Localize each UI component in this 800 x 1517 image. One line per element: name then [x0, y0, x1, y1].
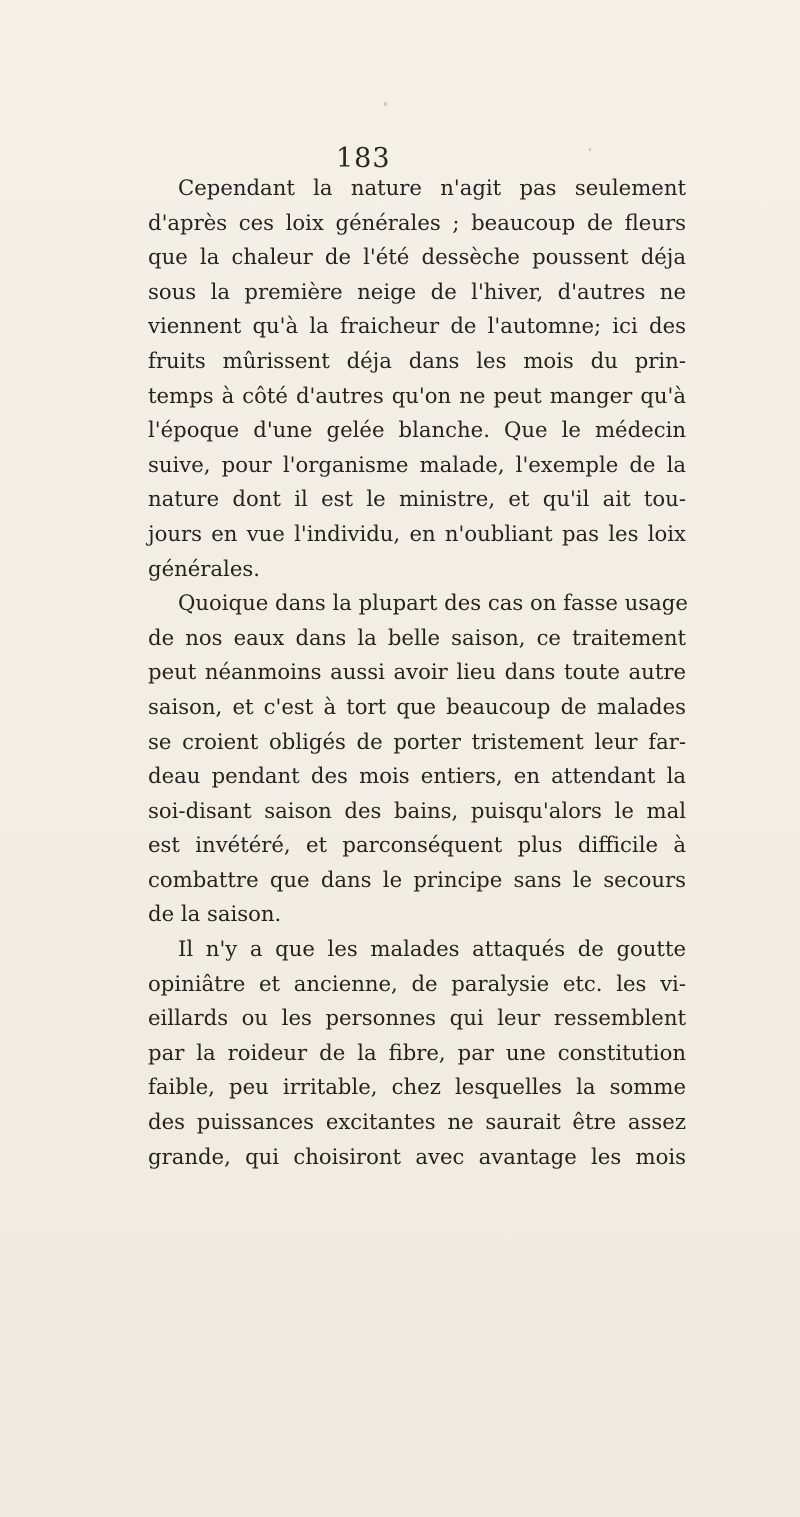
- text-line: par la roideur de la fibre, par une constitution: [148, 1039, 686, 1065]
- text-line: nature dont il est le ministre, et qu'il ait tou-: [148, 486, 686, 512]
- text-line: générales.: [148, 555, 260, 581]
- text-line: opiniâtre et ancienne, de paralysie etc. les vi-: [148, 970, 686, 996]
- body-text: [148, 171, 686, 1174]
- text-line: eillards ou les personnes qui leur ressemblent: [148, 1005, 686, 1031]
- text-line: faible, peu irritable, chez lesquelles la somme: [148, 1074, 686, 1100]
- text-line: suive, pour l'organisme malade, l'exemple de la: [148, 451, 686, 477]
- text-line: l'époque d'une gelée blanche. Que le médecin: [148, 417, 686, 443]
- text-line: viennent qu'à la fraicheur de l'automne; ici des: [148, 313, 686, 339]
- text-line: peut néanmoins aussi avoir lieu dans toute autre: [148, 659, 686, 685]
- paragraph-2: [148, 586, 686, 932]
- text-line: jours en vue l'individu, en n'oubliant pas les loix: [148, 520, 686, 546]
- text-line: grande, qui choisiront avec avantage les mois: [148, 1143, 686, 1169]
- text-line: des puissances excitantes ne saurait être assez: [148, 1109, 686, 1135]
- text-line: d'après ces loix générales ; beaucoup de fleurs: [148, 209, 686, 235]
- text-line: Cependant la nature n'agit pas seulement: [178, 175, 686, 200]
- page-number: 183: [336, 143, 391, 174]
- paragraph-1: [148, 171, 686, 586]
- text-line: est invétéré, et parconséquent plus difficile à: [148, 832, 686, 858]
- text-line: de nos eaux dans la belle saison, ce traitement: [148, 624, 686, 650]
- text-line: temps à côté d'autres qu'on ne peut manger qu'à: [148, 382, 686, 408]
- text-line: soi-disant saison des bains, puisqu'alors le mal: [148, 797, 686, 823]
- text-line: Quoique dans la plupart des cas on fasse usage: [178, 590, 688, 616]
- text-line: que la chaleur de l'été dessèche poussent déja: [148, 244, 686, 270]
- text-line: deau pendant des mois entiers, en attendant la: [148, 763, 686, 789]
- paragraph-3: [148, 932, 686, 1174]
- text-line: combattre que dans le principe sans le secours: [148, 866, 686, 892]
- text-line: de la saison.: [148, 901, 282, 927]
- text-line: se croient obligés de porter tristement leur far-: [148, 728, 686, 754]
- text-line: fruits mûrissent déja dans les mois du prin-: [148, 347, 686, 373]
- paper-speck: [589, 148, 591, 151]
- text-line: saison, et c'est à tort que beaucoup de malades: [148, 693, 686, 719]
- text-line: sous la première neige de l'hiver, d'autres ne: [148, 278, 686, 304]
- text-line: Il n'y a que les malades attaqués de goutte: [178, 936, 686, 962]
- paper-speck: [384, 102, 387, 106]
